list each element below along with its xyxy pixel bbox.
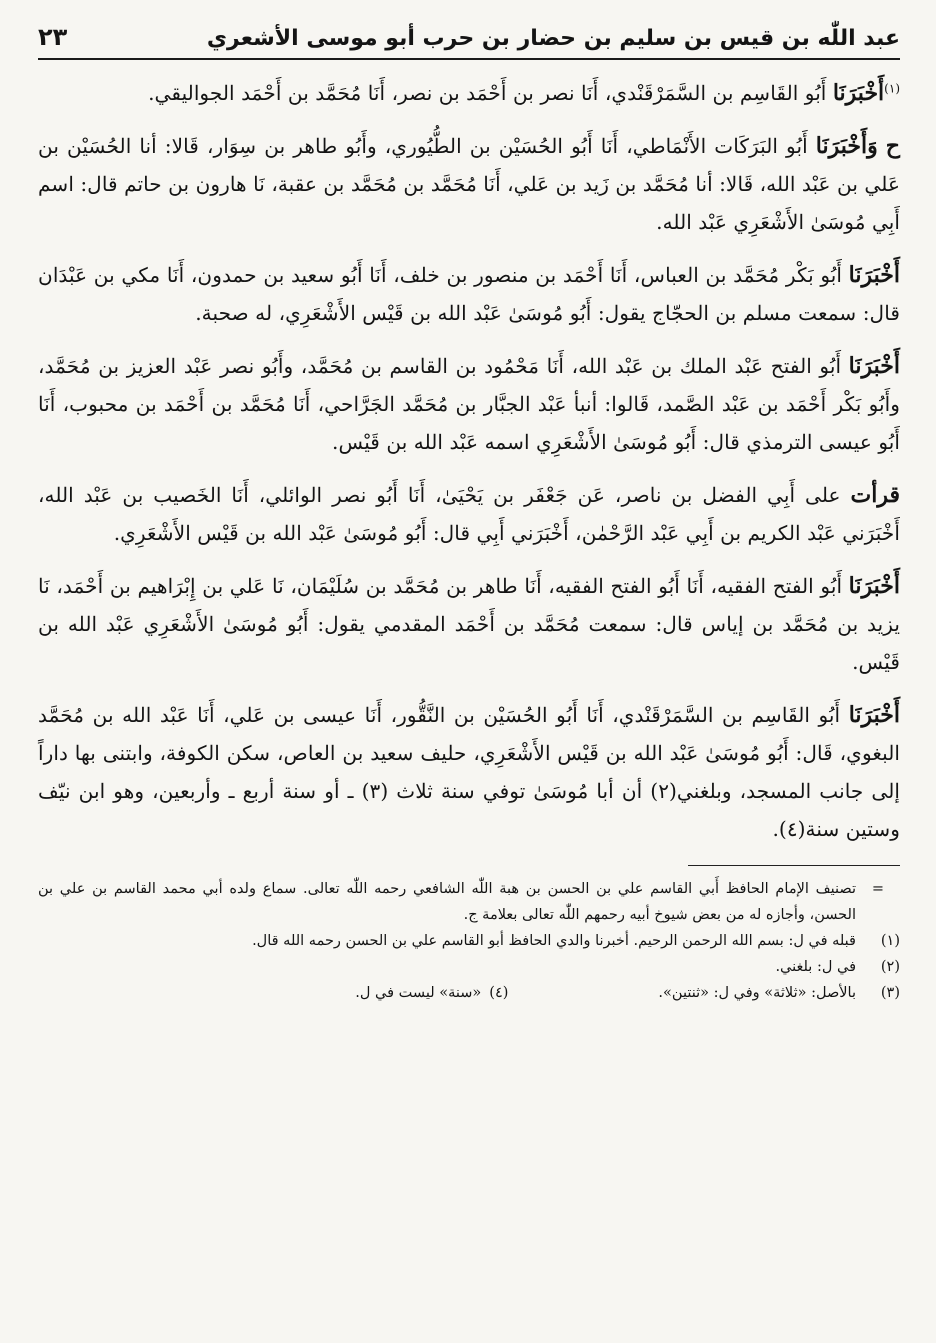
paragraph-lead: أَخْبَرَنَا	[848, 701, 901, 728]
paragraph-text: على أَبِي الفضل بن ناصر، عَن جَعْفَر بن يَحْيَىٰ، أَنَا أَبُو نصر الوائلي، أَنَا الخَصيب بن عَبْد الله، أَخْبَرَني عَبْد الكريم بن أَبِي عَبْد الرَّحْمٰن، أَخْبَرَني أَبِي قال: أَبُو مُوسَىٰ عَبْد الله بن قَيْس الأَشْعَرِي.	[38, 482, 900, 546]
paragraph	[38, 696, 900, 849]
paragraph-lead: أَخْبَرَنَا	[832, 80, 885, 106]
paragraph	[38, 127, 900, 242]
running-header	[38, 22, 900, 54]
page-number: ٢٣	[38, 23, 68, 51]
footnote-number: (٢)	[880, 958, 900, 975]
paragraph-text: أَبُو الفتح عَبْد الملك بن عَبْد الله، أَنَا مَحْمُود بن القاسم بن مُحَمَّد، وأَبُو نصر عَبْد العزيز بن مُحَمَّد، وأَبُو بَكْر أَحْمَد بن عَبْد الصَّمد، قَالوا: أنبأ عَبْد الجبَّار بن مُحَمَّد الجَرَّاحي، أَنَا مُحَمَّد بن أَحْمَد بن محبوب، أَنَا أَبُو عيسى الترمذي قال: أَبُو مُوسَىٰ الأَشْعَرِي اسمه عَبْد الله بن قَيْس.	[38, 353, 900, 455]
footnote	[38, 954, 900, 980]
footnote-ref: (١)	[884, 81, 900, 96]
footnote-text: بالأصل: «ثلاثة» وفي ل: «ثنتين».	[658, 984, 856, 1001]
footnote-text: «سنة» ليست في ل.	[355, 984, 482, 1001]
book-page	[38, 22, 900, 1322]
tahwil-mark: ح	[885, 132, 900, 159]
paragraph-lead: أَخْبَرَنَا	[848, 352, 900, 379]
paragraph-lead: وَأَخْبَرَنَا	[815, 132, 878, 159]
footnote-number: (٣)	[880, 984, 900, 1001]
paragraph	[38, 74, 900, 112]
footnote	[38, 928, 900, 954]
footnotes	[38, 876, 900, 1006]
paragraph-text: أَبُو بَكْر مُحَمَّد بن العباس، أَنَا أَحْمَد بن منصور بن خلف، أَنَا أَبُو سعيد بن حمدون، أَنَا مكي بن عَبْدَان قال: سمعت مسلم بن الحجّاج يقول: أَبُو مُوسَىٰ عَبْد الله بن قَيْس الأَشْعَرِي، له صحبة.	[38, 262, 900, 326]
footnote-text: في ل: بلغني.	[775, 958, 856, 975]
paragraph	[38, 256, 900, 332]
paragraph	[38, 347, 900, 462]
paragraph-text: أَبُو القَاسِم بن السَّمَرْقَنْدي، أَنَا نصر بن أَحْمَد بن نصر، أَنَا مُحَمَّد بن أَحْمَد الجواليقي.	[148, 81, 827, 105]
continuation-mark: =	[871, 880, 885, 897]
footnote-text: تصنيف الإمام الحافظ أَبي القاسم علي بن الحسن بن هبة اللّٰه الشافعي رحمه اللّٰه تعالى. سماع ولده أبي محمد القاسم بن علي بن الحسن، وأجازه له من بعض شيوخ أبيه رحمهم اللّٰه تعالى بعلامة ج.	[38, 880, 856, 923]
header-title: عبد اللّٰه بن قيس بن سليم بن حضار بن حرب أبو موسى الأشعري	[206, 26, 900, 51]
paragraph-text: أَبُو الفتح الفقيه، أَنَا أَبُو الفتح الفقيه، أَنَا طاهر بن مُحَمَّد بن سُلَيْمَان، نَا عَلي بن إِبْرَاهيم بن أَحْمَد، نَا يزيد بن مُحَمَّد بن إياس قال: سمعت مُحَمَّد بن أَحْمَد المقدمي يقول: أَبُو مُوسَىٰ الأَشْعَرِي عَبْد الله بن قَيْس.	[38, 573, 900, 675]
main-text	[38, 74, 900, 849]
paragraph-lead: قرأت	[850, 481, 900, 508]
footnote-number: (١)	[880, 932, 900, 949]
paragraph-lead: أَخْبَرَنَا	[848, 572, 900, 599]
footnote-continuation	[38, 876, 900, 928]
paragraph-text: أَبُو القَاسِم بن السَّمَرْقَنْدي، أَنَا أَبُو الحُسَيْن بن النَّقُّور، أَنَا عيسى بن عَلي، أَنَا عَبْد الله بن مُحَمَّد البغوي، قَال: أَبُو مُوسَىٰ عَبْد الله بن قَيْس الأَشْعَرِي، حليف سعيد بن العاص، سكن الكوفة، وابتنى بها داراً إلى جانب المسجد، وبلغني(٢) أن أبا مُوسَىٰ توفي سنة ثلاث (٣) ـ أو سنة أربع ـ وأربعين، وهو ابن نيّف وستين سنة(٤).	[38, 702, 900, 842]
paragraph	[38, 567, 900, 682]
footnote	[38, 980, 900, 1006]
footnote-number: (٤)	[489, 984, 509, 1001]
paragraph-lead: أَخْبَرَنَا	[848, 261, 900, 288]
paragraph	[38, 476, 900, 552]
footnote-text: قبله في ل: بسم الله الرحمن الرحيم. أخبرنا والدي الحافظ أبو القاسم علي بن الحسن رحمه الله قال.	[252, 932, 856, 949]
header-rule	[38, 58, 900, 60]
footnote-separator	[688, 865, 900, 866]
paragraph-text: أَبُو البَرَكَات الأَنْمَاطي، أَنَا أَبُو الحُسَيْن بن الطُّيُوري، وأَبُو طاهر بن سِوَار، قَالا: أنا الحُسَيْن بن عَلي بن عَبْد الله، قَالا: أنا مُحَمَّد بن زَيد بن عَلي، أَنَا مُحَمَّد بن مُحَمَّد بن عقبة، نَا هارون بن حاتم قال: اسم أَبِي مُوسَىٰ الأَشْعَرِي عَبْد الله.	[38, 133, 900, 235]
